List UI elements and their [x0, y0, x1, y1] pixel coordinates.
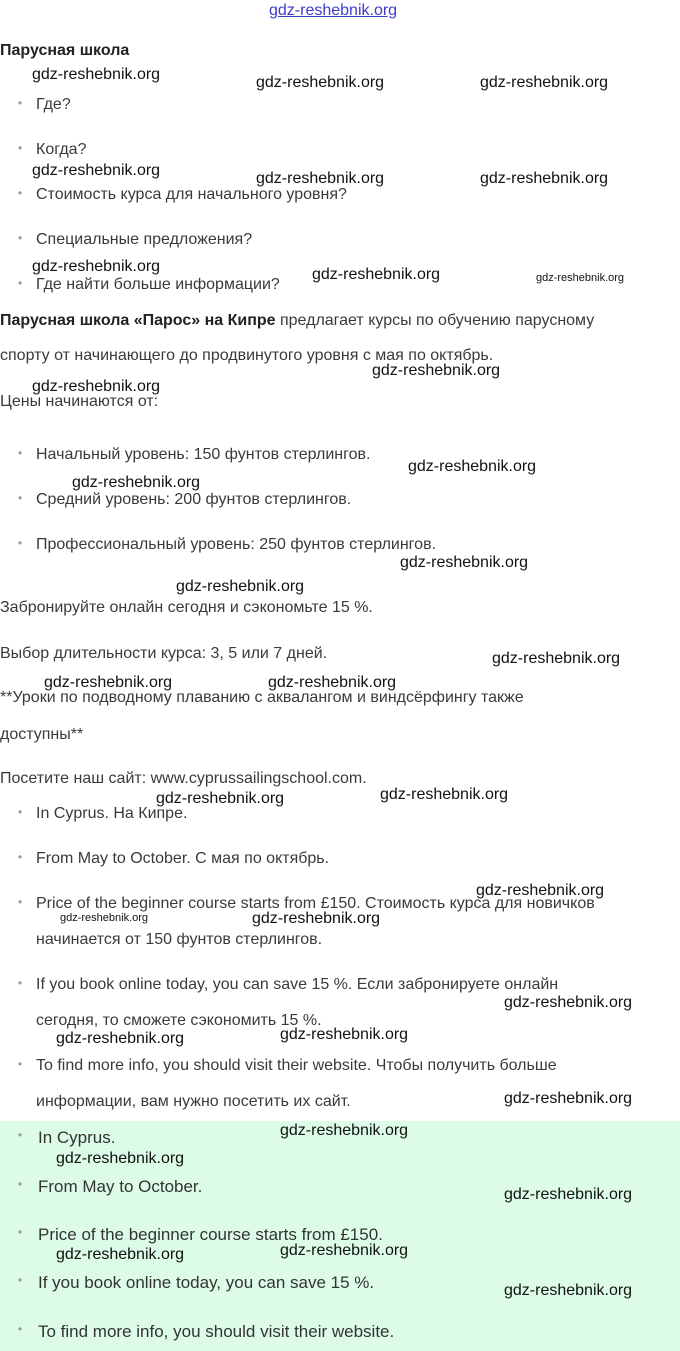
watermark: gdz-reshebnik.org	[504, 994, 633, 1011]
watermark: gdz-reshebnik.org	[492, 650, 621, 667]
booking-offer: Забронируйте онлайн сегодня и сэкономьте 15 %.	[0, 599, 373, 616]
watermark: gdz-reshebnik.org	[32, 258, 161, 275]
extra-info-line2: доступны**	[0, 726, 84, 743]
watermark: gdz-reshebnik.org	[312, 266, 441, 283]
duration-info: Выбор длительности курса: 3, 5 или 7 дней.	[0, 645, 328, 662]
watermark: gdz-reshebnik.org	[176, 578, 305, 595]
page-title: Парусная школа	[0, 42, 130, 59]
answer-item-continued: сегодня, то сможете сэкономить 15 %.	[36, 1012, 322, 1029]
watermark: gdz-reshebnik.org	[256, 74, 385, 91]
prices-label: Цены начинаются от:	[0, 393, 159, 410]
website-info: Посетите наш сайт: www.cyprussailingschool.com.	[0, 770, 367, 787]
answer-item-continued: начинается от 150 фунтов стерлингов.	[36, 931, 323, 948]
watermark: gdz-reshebnik.org	[44, 674, 173, 691]
watermark: gdz-reshebnik.org	[476, 882, 605, 899]
watermark: gdz-reshebnik.org	[504, 1090, 633, 1107]
watermark: gdz-reshebnik.org	[504, 1282, 633, 1299]
watermark: gdz-reshebnik.org	[56, 1246, 185, 1263]
intro-paragraph: Парусная школа «Парос» на Кипре предлагает курсы по обучению парусному	[0, 312, 595, 329]
watermark: gdz-reshebnik.org	[56, 1150, 185, 1167]
school-name: Парусная школа «Парос» на Кипре	[0, 312, 276, 329]
watermark: gdz-reshebnik.org	[60, 912, 149, 924]
watermark: gdz-reshebnik.org	[56, 1030, 185, 1047]
watermark: gdz-reshebnik.org	[372, 362, 501, 379]
watermark: gdz-reshebnik.org	[480, 170, 609, 187]
watermark: gdz-reshebnik.org	[400, 554, 529, 571]
watermark: gdz-reshebnik.org	[32, 162, 161, 179]
watermark: gdz-reshebnik.org	[256, 170, 385, 187]
watermark: gdz-reshebnik.org	[268, 674, 397, 691]
watermark: gdz-reshebnik.org	[280, 1242, 409, 1259]
watermark: gdz-reshebnik.org	[252, 910, 381, 927]
watermark: gdz-reshebnik.org	[380, 786, 509, 803]
watermark: gdz-reshebnik.org	[32, 66, 161, 83]
watermark: gdz-reshebnik.org	[536, 272, 625, 284]
watermark: gdz-reshebnik.org	[156, 790, 285, 807]
watermark: gdz-reshebnik.org	[32, 378, 161, 395]
site-header-link[interactable]: gdz-reshebnik.org	[269, 2, 398, 19]
watermark: gdz-reshebnik.org	[280, 1026, 409, 1043]
watermark: gdz-reshebnik.org	[480, 74, 609, 91]
extra-info-line1: **Уроки по подводному плаванию с аквалангом и виндсёрфингу также	[0, 689, 524, 706]
watermark: gdz-reshebnik.org	[280, 1122, 409, 1139]
watermark: gdz-reshebnik.org	[408, 458, 537, 475]
answer-item-continued: информации, вам нужно посетить их сайт.	[36, 1093, 351, 1110]
watermark: gdz-reshebnik.org	[72, 474, 201, 491]
watermark: gdz-reshebnik.org	[504, 1186, 633, 1203]
intro-paragraph-line2: спорту от начинающего до продвинутого уровня с мая по октябрь.	[0, 347, 494, 364]
